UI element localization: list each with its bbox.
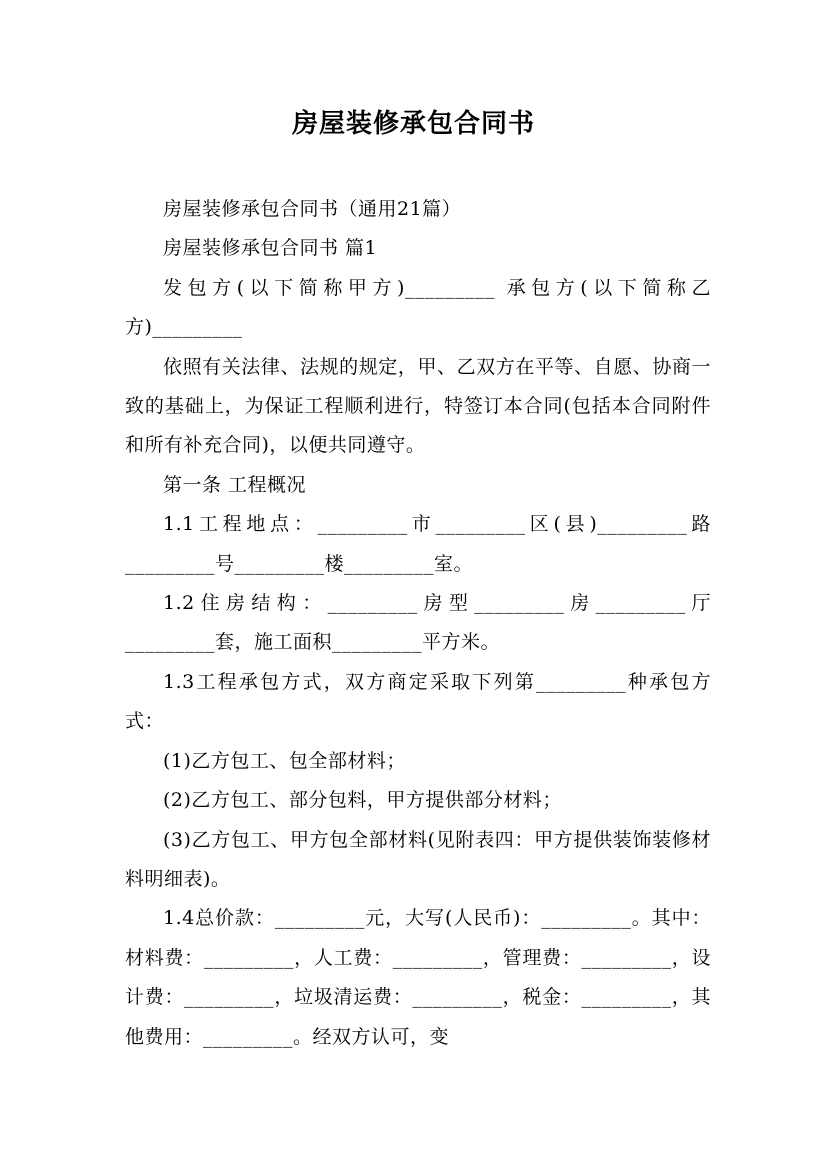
paragraph-option-1: (1)乙方包工、包全部材料； xyxy=(163,749,406,772)
paragraph-clause-1-2: 1.2住房结构：_________房型_________房_________厅_________套，施工面积_________平方米。 xyxy=(125,592,711,654)
document-title: 房屋装修承包合同书 xyxy=(291,109,535,139)
paragraph-article-one-heading: 第一条 工程概况 xyxy=(163,473,307,496)
paragraph-section-title: 房屋装修承包合同书 篇1 xyxy=(163,237,378,260)
paragraph-clause-1-3: 1.3工程承包方式，双方商定采取下列第_________种承包方式： xyxy=(125,670,711,733)
paragraph-option-2: (2)乙方包工、部分包料，甲方提供部分材料； xyxy=(163,789,562,812)
paragraph-collection-title: 房屋装修承包合同书（通用21篇） xyxy=(163,198,462,220)
document-body xyxy=(125,190,711,1057)
paragraph-preamble: 依照有关法律、法规的规定，甲、乙双方在平等、自愿、协商一致的基础上，为保证工程顺利进行，特签订本合同(包括本合同附件和所有补充合同)，以便共同遵守。 xyxy=(125,355,711,457)
paragraph-clause-1-4: 1.4总价款：_________元，大写(人民币)：_________。其中：材料费：_________，人工费：_________，管理费：_________，设计费：_________，垃圾清运费：_________，税金：_________，其他费用：_________。经双方认可，变 xyxy=(125,907,711,1048)
paragraph-clause-1-1: 1.1工程地点：_________市_________区(县)_________路_________号_________楼_________室。 xyxy=(125,513,711,575)
paragraph-option-3: (3)乙方包工、甲方包全部材料(见附表四：甲方提供装饰装修材料明细表)。 xyxy=(125,828,711,890)
paragraph-parties: 发包方(以下简称甲方)_________ 承包方(以下简称乙方)_________ xyxy=(125,276,711,339)
